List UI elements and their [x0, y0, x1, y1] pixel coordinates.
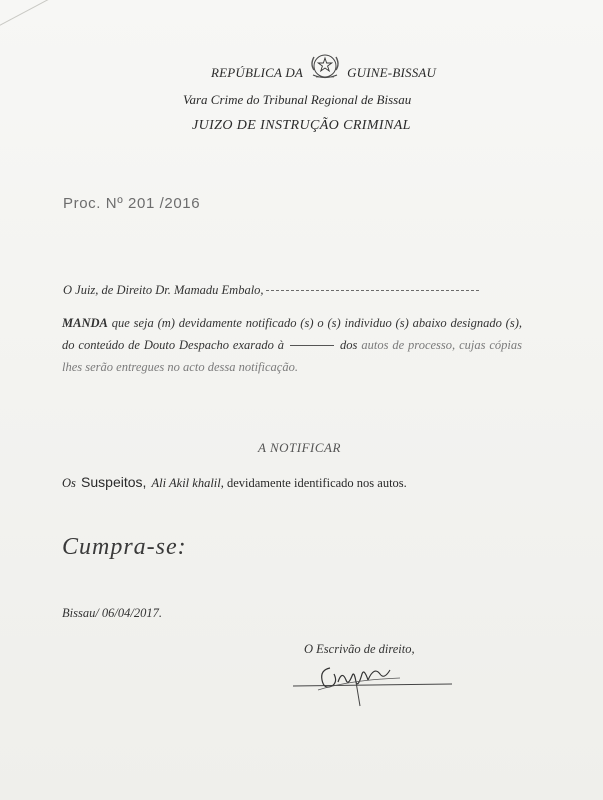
cumpra-se: Cumpra-se:: [62, 534, 187, 560]
judge-dashes: [266, 290, 479, 291]
notify-heading: A NOTIFICAR: [258, 440, 341, 455]
suspects-prefix: Os: [62, 476, 76, 490]
process-number: Proc. Nº 201 /2016: [63, 195, 201, 212]
header-republic: [211, 64, 436, 82]
order-text-end: autos de processo, cujas cópias lhes serão entregues no acto dessa notificação.: [62, 338, 522, 374]
judge-name: O Juiz, de Direito Dr. Mamadu Embalo,: [63, 283, 264, 297]
order-text: que seja (m) devidamente notificado (s) o (s) individuo (s) abaixo designado (s), do conteúdo de Douto Despacho exarado à: [62, 316, 522, 352]
blank-line: [290, 345, 334, 346]
coat-of-arms-icon: [307, 52, 343, 82]
suspect-name: Ali Akil khalil: [151, 476, 221, 490]
suspects-label: Suspeitos,: [81, 474, 147, 490]
order-paragraph: [62, 312, 522, 378]
handwritten-signature: [290, 660, 460, 710]
clerk-title: O Escrivão de direito,: [304, 642, 415, 656]
document-date: Bissau/ 06/04/2017.: [62, 606, 163, 620]
suspects-line: [62, 474, 407, 491]
page-fold-mark: [0, 0, 61, 31]
header-judgeship: JUIZO DE INSTRUÇÃO CRIMINAL: [192, 118, 411, 133]
manda-keyword: MANDA: [62, 316, 108, 330]
header-court: Vara Crime do Tribunal Regional de Bissau: [183, 92, 412, 107]
header-republic-right: GUINE-BISSAU: [347, 65, 437, 80]
judge-line: [63, 283, 479, 298]
suspects-suffix: , devidamente identificado nos autos.: [220, 476, 407, 490]
order-text-after-blank: dos: [340, 338, 358, 352]
header-republic-left: REPÚBLICA DA: [211, 65, 304, 80]
